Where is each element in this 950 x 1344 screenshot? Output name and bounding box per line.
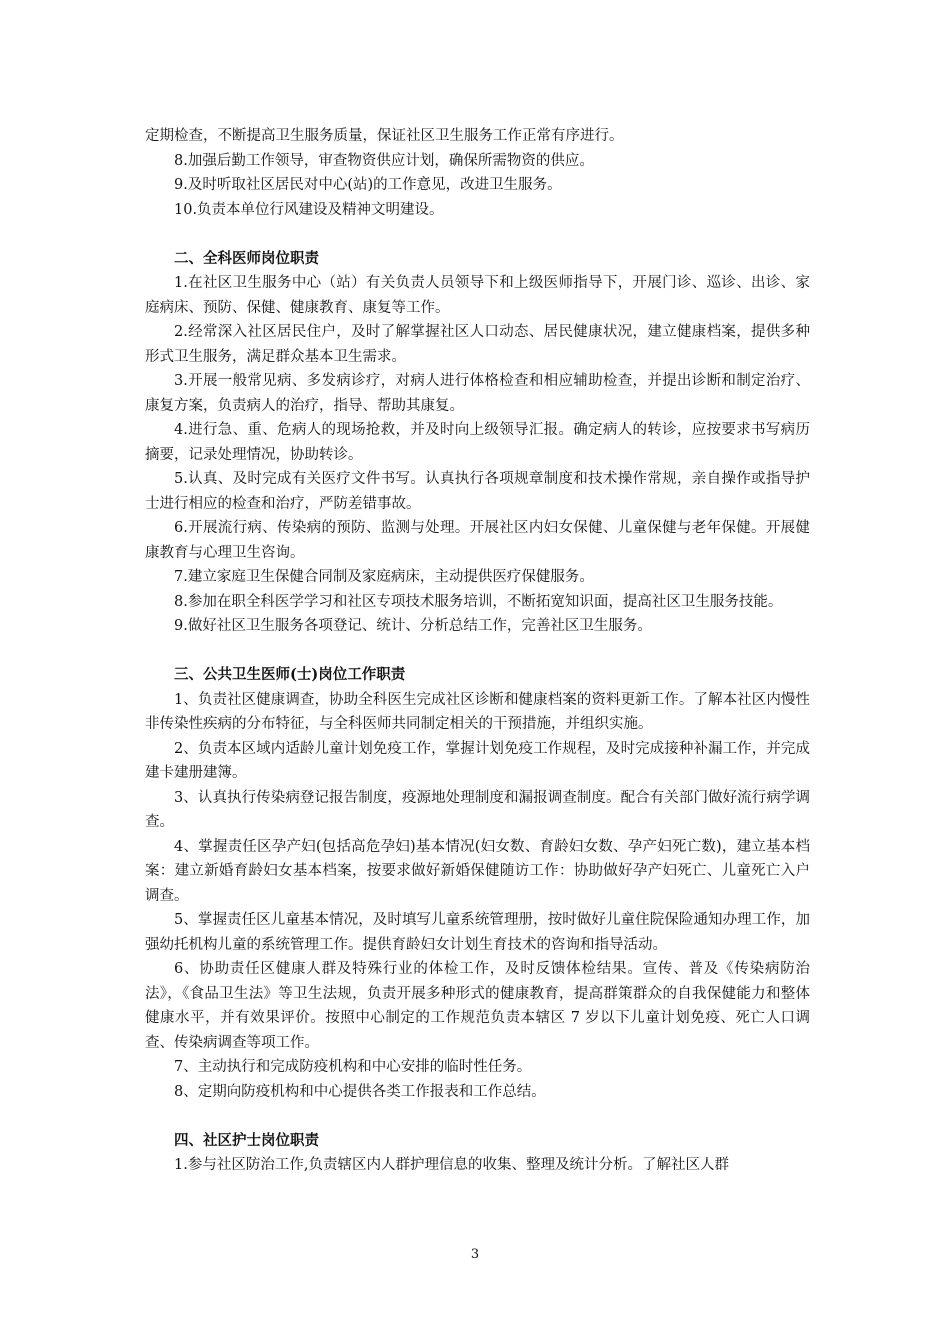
section-heading-gp: 二、全科医师岗位职责 [174, 249, 319, 267]
duty-item: 2、负责本区域内适龄儿童计划免疫工作，掌握计划免疫工作规程，及时完成接种补漏工作，并完成建卡建册建簿。 [145, 740, 810, 781]
section-heading-nurse: 四、社区护士岗位职责 [174, 1131, 319, 1149]
section-gap [145, 222, 810, 247]
duty-item: 9.做好社区卫生服务各项登记、统计、分析总结工作，完善社区卫生服务。 [174, 618, 652, 634]
section-heading-public-health: 三、公共卫生医师(士)岗位工作职责 [174, 666, 406, 683]
duty-item: 2.经常深入社区居民住户，及时了解掌握社区人口动态、居民健康状况，建立健康档案，提供多种形式卫生服务，满足群众基本卫生需求。 [145, 324, 810, 365]
duty-item: 1、负责社区健康调查，协助全科医生完成社区诊断和健康档案的资料更新工作。了解本社区内慢性非传染性疾病的分布特征，与全科医师共同制定相关的干预措施，并组织实施。 [145, 691, 810, 732]
duty-item: 4.进行急、重、危病人的现场抢救，并及时向上级领导汇报。确定病人的转诊，应按要求书写病历摘要，记录处理情况，协助转诊。 [145, 422, 810, 463]
duty-item: 7.建立家庭卫生保健合同制及家庭病床，主动提供医疗保健服务。 [174, 569, 594, 585]
paragraph: 10.负责本单位行风建设及精神文明建设。 [174, 201, 444, 218]
duty-item: 6、协助责任区健康人群及特殊行业的体检工作，及时反馈体检结果。宣传、普及《传染病防治法》，《食品卫生法》等卫生法规，负责开展多种形式的健康教育，提高群策群众的自我保健能力和整体健康水平，并有效果评价。按照中心制定的工作规范负责本辖区 7 岁以下儿童计划免疫、死亡人口调查、传染病调查等项工作。 [145, 961, 810, 1051]
duty-item: 1.在社区卫生服务中心（站）有关负责人员领导下和上级医师指导下，开展门诊、巡诊、出诊、家庭病床、预防、保健、健康教育、康复等工作。 [145, 275, 810, 316]
paragraph: 8.加强后勤工作领导，审查物资供应计划，确保所需物资的供应。 [174, 152, 594, 169]
duty-item: 3.开展一般常见病、多发病诊疗，对病人进行体格检查和相应辅助检查，并提出诊断和制定治疗、康复方案，负责病人的治疗，指导、帮助其康复。 [145, 373, 810, 414]
section-gap [145, 639, 810, 664]
duty-item: 5、掌握责任区儿童基本情况，及时填写儿童系统管理册，按时做好儿童住院保险通知办理工作，加强幼托机构儿童的系统管理工作。提供育龄妇女计划生育技术的咨询和指导活动。 [145, 912, 810, 953]
duty-item: 1.参与社区防治工作,负责辖区内人群护理信息的收集、整理及统计分析。了解社区人群 [174, 1157, 729, 1173]
duty-item: 3、认真执行传染病登记报告制度，疫源地处理制度和漏报调查制度。配合有关部门做好流行病学调查。 [145, 789, 810, 830]
document-body [145, 124, 810, 1178]
duty-item: 5.认真、及时完成有关医疗文件书写。认真执行各项规章制度和技术操作常规，亲自操作或指导护士进行相应的检查和治疗，严防差错事故。 [145, 471, 810, 512]
duty-item: 8、定期向防疫机构和中心提供各类工作报表和工作总结。 [174, 1083, 546, 1100]
page-number: 3 [470, 1247, 480, 1262]
paragraph: 9.及时听取社区居民对中心(站)的工作意见，改进卫生服务。 [174, 177, 562, 193]
duty-item: 7、主动执行和完成防疫机构和中心安排的临时性任务。 [174, 1059, 532, 1075]
duty-item: 8.参加在职全科医学学习和社区专项技术服务培训，不断拓宽知识面，提高社区卫生服务技能。 [174, 593, 783, 610]
section-gap [145, 1104, 810, 1129]
duty-item: 4、掌握责任区孕产妇(包括高危孕妇)基本情况(妇女数、育龄妇女数、孕产妇死亡数)，建立基本档案：建立新婚育龄妇女基本档案，按要求做好新婚保健随访工作：协助做好孕产妇死亡、儿童死亡入户调查。 [145, 838, 810, 904]
paragraph: 定期检查，不断提高卫生服务质量，保证社区卫生服务工作正常有序进行。 [145, 128, 624, 144]
duty-item: 6.开展流行病、传染病的预防、监测与处理。开展社区内妇女保健、儿童保健与老年保健。开展健康教育与心理卫生咨询。 [145, 520, 810, 561]
